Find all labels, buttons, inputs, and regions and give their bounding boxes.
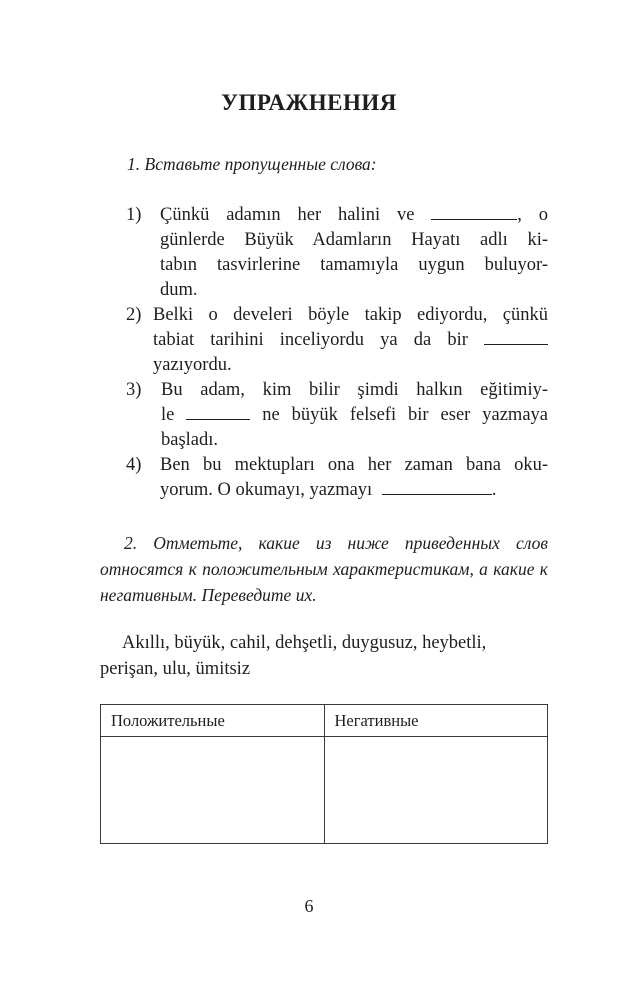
- word-list: Akıllı, büyük, cahil, dehşetli, duygusuz, heybetli, perişan, ulu, ümitsiz: [100, 633, 487, 679]
- fill-in-blank[interactable]: [484, 329, 548, 345]
- exercise-1-heading: 1. Вставьте пропущенные слова:: [127, 154, 377, 174]
- item-line: Bu adam, kim bilir şimdi halkın eğitimiy-: [161, 380, 548, 400]
- table-row: [101, 737, 548, 844]
- answers-table: [100, 704, 548, 844]
- item-line: dum.: [160, 280, 198, 300]
- item-line: yorum. O okumayı, yazmayı .: [160, 480, 497, 500]
- answer-cell-negative[interactable]: [324, 737, 548, 844]
- item-number: 4): [126, 455, 142, 475]
- page-title: УПРАЖНЕНИЯ: [221, 90, 397, 115]
- item-line: günlerde Büyük Adamların Hayatı adlı ki-: [160, 230, 548, 250]
- item-number: 3): [126, 380, 142, 400]
- item-line: Belki o develeri böyle takip ediyordu, çünkü: [153, 305, 548, 325]
- item-number: 1): [126, 205, 142, 225]
- item-line: yazıyordu.: [153, 355, 232, 375]
- item-line: le ne büyük felsefi bir eser yazmaya: [161, 405, 548, 425]
- fill-in-blank[interactable]: [431, 204, 517, 220]
- exercise-2-heading: 2. Отметьте, какие из ниже приведенных слов относятся к положительным характеристикам, а какие к негативным. Переведите их.: [100, 533, 548, 605]
- item-line: tabın tasvirlerine tamamıyla uygun buluyor-: [160, 255, 548, 275]
- column-header-negative: Негативные: [324, 705, 548, 737]
- item-number: 2): [126, 305, 142, 325]
- item-line: Çünkü adamın her halini ve , o: [160, 205, 549, 225]
- column-header-positive: Положительные: [101, 705, 325, 737]
- table-header-row: [101, 705, 548, 737]
- item-line: Ben bu mektupları ona her zaman bana oku-: [160, 455, 548, 475]
- page-number: 6: [304, 896, 314, 916]
- fill-in-blank[interactable]: [382, 479, 492, 495]
- fill-in-blank[interactable]: [186, 404, 250, 420]
- item-line: tabiat tarihini inceliyordu ya da bir: [153, 329, 548, 351]
- item-line: başladı.: [161, 430, 219, 450]
- answer-cell-positive[interactable]: [101, 737, 325, 844]
